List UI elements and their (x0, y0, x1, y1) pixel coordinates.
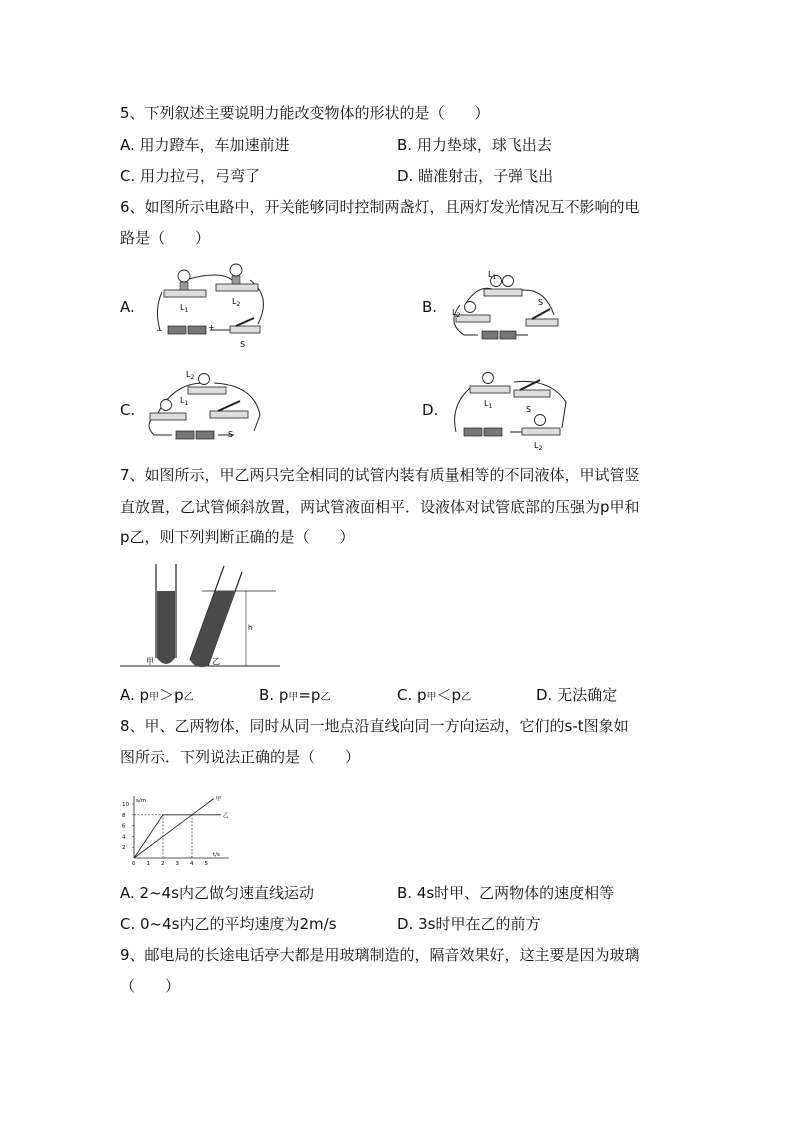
tube-jia-icon (156, 564, 176, 664)
switch-s-icon (230, 318, 260, 333)
y-tick-label: 10 (122, 802, 129, 808)
circuit-b-s-label: S (538, 298, 544, 307)
lamp-l2-icon (522, 415, 560, 436)
circuit-b-l1-label: $L_1$ (488, 270, 497, 281)
circuit-c-s-label: S (228, 430, 234, 439)
lamp-l1-icon (470, 373, 510, 394)
circuit-c-figure (144, 365, 266, 445)
x-tick-label: 1 (146, 861, 150, 867)
y-tick-label: 6 (122, 823, 126, 830)
circuit-b-l2-label: $L_2$ (452, 308, 461, 319)
tube-yi-icon (190, 566, 242, 667)
q8-option-c: C. 0~4s内乙的平均速度为2m/s (120, 915, 337, 933)
battery-icon (464, 428, 502, 436)
circuit-a-l1-label: $L_1$ (180, 303, 189, 314)
series-label-yi: 乙 (223, 812, 229, 819)
q7-option-b: B. p甲=p乙 (259, 686, 331, 704)
q5-option-a: A. 用力蹬车，车加速前进 (120, 136, 290, 154)
q7-stem-line1: 7、如图所示，甲乙两只完全相同的试管内装有质量相等的不同液体，甲试管竖 (120, 466, 640, 484)
y-tick-label: 4 (122, 834, 126, 841)
circuit-d-s-label: S (526, 405, 532, 414)
y-axis-label: s/m (136, 798, 147, 804)
x-tick-label: 4 (190, 861, 194, 867)
tube-jia-label: 甲 (146, 657, 154, 666)
series-line-yi (134, 815, 221, 858)
circuit-a-s-label: S (240, 340, 246, 349)
q5-stem: 5、下列叙述主要说明力能改变物体的形状的是（ ） (120, 104, 490, 122)
q6-option-a-label: A. (120, 298, 135, 316)
q5-option-c: C. 用力拉弓，弓弯了 (120, 167, 261, 185)
q7-option-a: A. p甲＞p乙 (120, 686, 194, 704)
x-tick-label: 3 (175, 861, 179, 867)
q5-option-b: B. 用力垫球，球飞出去 (397, 136, 552, 154)
series-label-jia: 甲 (215, 796, 222, 803)
q7-option-c: C. p甲＜p乙 (397, 686, 472, 704)
q6-option-c-label: C. (120, 401, 136, 419)
x-tick-label: 0 (132, 861, 136, 867)
y-tick-label: 2 (122, 845, 126, 852)
circuit-c-l1-label: $L_1$ (180, 396, 189, 407)
q9-stem-line2: （ ） (120, 977, 181, 995)
battery-icon (482, 331, 516, 339)
circuit-a-l2-label: $L_2$ (232, 297, 241, 308)
switch-s-icon (514, 380, 550, 397)
lamp-l2-icon (456, 302, 490, 323)
x-tick-label: 5 (204, 861, 208, 867)
q7-option-d: D. 无法确定 (536, 686, 618, 704)
q8-stem-line1: 8、甲、乙两物体，同时从同一地点沿直线向同一方向运动，它们的s-t图象如 (120, 717, 629, 735)
circuit-d-l2-label: $L_2$ (534, 441, 543, 452)
q5-option-d: D. 瞄准射击，子弹飞出 (397, 167, 554, 185)
q8-option-b: B. 4s时甲、乙两物体的速度相等 (397, 884, 615, 902)
switch-s-icon (210, 401, 248, 418)
svg-text:−: − (156, 326, 163, 335)
lamp-l2-icon (216, 264, 258, 291)
battery-icon (176, 431, 214, 439)
series-line-jia (134, 799, 214, 858)
y-tick-label: 8 (122, 812, 126, 819)
q8-option-d: D. 3s时甲在乙的前方 (397, 915, 541, 933)
q7-stem-line3: p乙，则下列判断正确的是（ ） (120, 528, 355, 546)
svg-text:+: + (208, 323, 215, 332)
height-h-label: h (248, 624, 253, 632)
tube-yi-label: 乙 (212, 657, 220, 666)
q7-stem-line2: 直放置，乙试管倾斜放置，两试管液面相平．设液体对试管底部的压强为p甲和 (120, 498, 640, 516)
x-axis-label: t/s (213, 852, 220, 858)
q9-stem-line1: 9、邮电局的长途电话亭大都是用玻璃制造的，隔音效果好，这主要是因为玻璃 (120, 946, 640, 964)
q8-stem-line2: 图所示．下列说法正确的是（ ） (120, 748, 361, 766)
x-tick-label: 2 (161, 861, 165, 867)
circuit-d-figure (450, 366, 572, 456)
st-chart (118, 784, 246, 868)
q6-option-d-label: D. (422, 401, 439, 419)
q8-option-a: A. 2~4s内乙做匀速直线运动 (120, 884, 315, 902)
q6-stem-line2: 路是（ ） (120, 229, 211, 247)
circuit-c-l2-label: $L_2$ (186, 370, 195, 381)
q6-stem-line1: 6、如图所示电路中，开关能够同时控制两盏灯，且两灯发光情况互不影响的电 (120, 198, 640, 216)
lamp-l1-icon (164, 270, 206, 297)
battery-icon (168, 326, 206, 334)
q6-option-b-label: B. (422, 298, 438, 316)
circuit-d-l1-label: $L_1$ (484, 399, 493, 410)
circuit-a-figure (150, 262, 270, 350)
circuit-b-figure (448, 265, 564, 347)
test-tube-figure (120, 560, 280, 672)
